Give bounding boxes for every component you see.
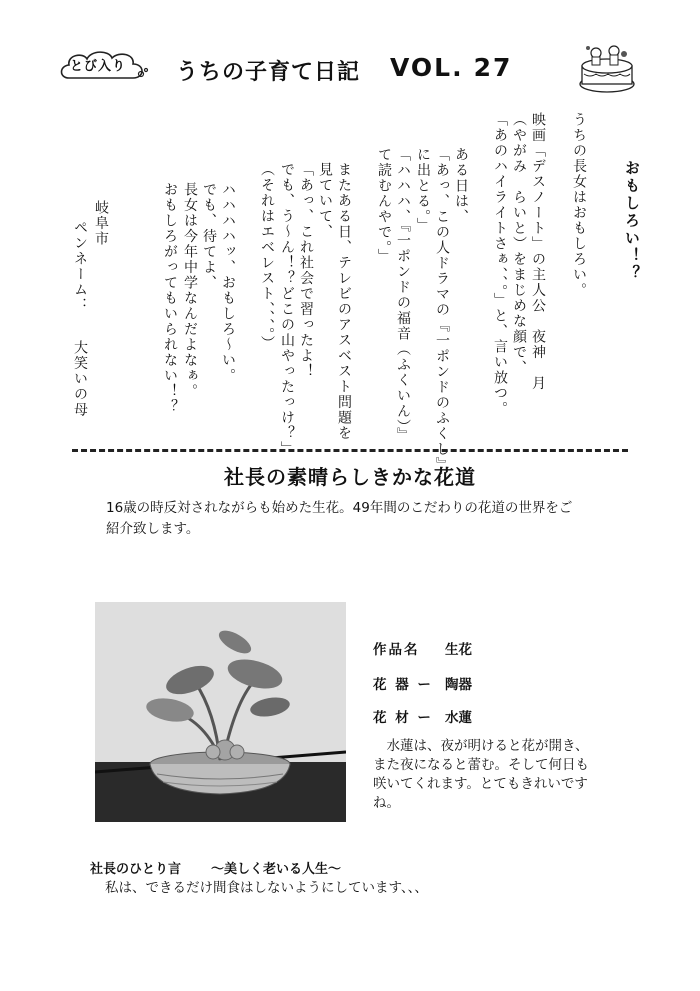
spec-value: 生花 bbox=[445, 642, 472, 658]
spec-value: 水蓮 bbox=[445, 710, 472, 726]
footer-body: 私は、できるだけ間食はしないようにしています、、、 bbox=[105, 880, 428, 896]
spec-key: 花 器 ー bbox=[373, 677, 433, 693]
spec-row bbox=[373, 673, 472, 693]
diary-line: （それはエベレスト、、、。） bbox=[259, 162, 275, 351]
diary-line: うちの長女はおもしろい。 bbox=[571, 112, 587, 298]
spec-row bbox=[373, 638, 472, 658]
diary-line: 「あっ、この人ドラマの『一ポンドのふくし』 bbox=[434, 147, 450, 473]
diary-line: またある日、テレビのアスベスト問題を bbox=[336, 162, 352, 441]
spec-key: 花 材 ー bbox=[373, 710, 433, 726]
footer-title bbox=[90, 858, 341, 877]
diary-line: 長女は今年中学なんだよなぁ。 bbox=[182, 182, 198, 399]
spec-value: 陶器 bbox=[445, 677, 472, 693]
diary-location: 岐阜市 bbox=[93, 200, 109, 247]
article-intro: 16歳の時反対されながらも始めた生花。49年間のこだわりの花道の世界をご紹介致します。 bbox=[106, 500, 573, 537]
vol-prefix: VOL. bbox=[390, 53, 464, 82]
diary-title: おもしろい！？ bbox=[623, 160, 641, 283]
diary-line: に出とる。」 bbox=[415, 147, 431, 233]
footer-title-main: 社長のひとり言 bbox=[90, 862, 182, 877]
diary-line: でも、う〜ん！？どこの山やったっけ？」 bbox=[279, 162, 295, 457]
diary-line: 「ハハハ、『一ポンドの福音（ふくいん）』 bbox=[395, 147, 411, 443]
footer-subtitle: 〜美しく老いる人生〜 bbox=[211, 862, 342, 877]
article-title: 社長の素晴らしきかな花道 bbox=[224, 465, 476, 489]
diary-line: 見ていて、 bbox=[317, 162, 333, 240]
diary-line: でも、待てよ、 bbox=[201, 182, 217, 291]
section-divider bbox=[72, 449, 628, 452]
diary-line: 「あっ、これ社会で習ったよ！ bbox=[298, 162, 314, 379]
series-title: うちの子育て日記 bbox=[176, 60, 361, 85]
cloud-label: とび入り bbox=[70, 59, 127, 74]
spec-key: 作品名 bbox=[373, 642, 420, 658]
diary-line: 映画「デスノート」の主人公 夜神 月 bbox=[530, 112, 546, 391]
ikebana-photo bbox=[95, 602, 346, 822]
penname-label: ペンネーム： bbox=[72, 220, 88, 313]
vol-number: 27 bbox=[473, 53, 513, 82]
diary-line: て読むんやで。」 bbox=[376, 147, 392, 264]
diary-line: 「あのハイライトさぁ、、。」と、言い放つ。 bbox=[492, 112, 508, 417]
diary-line: おもしろがってもいられない！？ bbox=[162, 182, 178, 415]
diary-line: ある日は、 bbox=[453, 147, 469, 225]
penname: 大笑いの母 bbox=[72, 340, 88, 418]
flower-description: 水蓮は、夜が明けると花が開き、また夜になると蕾む。そして何日も咲いてくれます。とてもきれいですね。 bbox=[373, 738, 589, 811]
diary-line: ハハハハッ、おもしろ〜い。 bbox=[220, 182, 236, 384]
diary-line: （やがみ らいと）をまじめな顔で、 bbox=[511, 112, 527, 376]
volume-label bbox=[390, 53, 512, 82]
spec-row bbox=[373, 706, 472, 726]
birthday-cake-illustration-icon bbox=[576, 40, 638, 95]
